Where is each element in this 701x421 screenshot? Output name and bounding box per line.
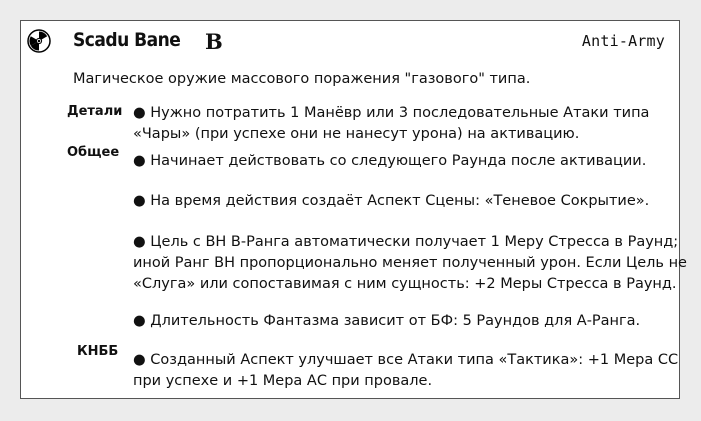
- bullet-tactics-bonus: [133, 350, 679, 392]
- bullet-line: ● Цель с ВН В-Ранга автоматически получает 1 Меру Стресса в Раунд;: [133, 234, 679, 250]
- bullet-line: «Чары» (при успехе они не нанесут урона) на активацию.: [133, 126, 580, 142]
- bullet-line: ● На время действия создаёт Аспект Сцены: «Теневое Сокрытие».: [133, 193, 650, 209]
- card-header: [21, 21, 679, 65]
- card-title: Scadu Bane: [73, 29, 181, 51]
- label-general: Общее: [67, 145, 120, 160]
- bullet-line: «Слуга» или сопоставимая с ним сущность: +2 Меры Стресса в Раунд.: [133, 276, 677, 292]
- bullet-line: ● Длительность Фантазма зависит от БФ: 5 Раундов для А-Ранга.: [133, 313, 641, 329]
- bullet-line: ● Начинает действовать со следующего Раунда после активации.: [133, 153, 647, 169]
- category-label: Anti-Army: [581, 32, 665, 50]
- bullet-duration: [133, 311, 673, 332]
- bullet-scene-aspect: [133, 191, 673, 212]
- label-knbb: КНББ: [77, 344, 119, 359]
- radiation-icon: [27, 29, 51, 53]
- bullet-start-timing: [133, 151, 673, 172]
- rank-badge: B: [205, 29, 223, 54]
- bullet-line: ● Созданный Аспект улучшает все Атаки типа «Тактика»: +1 Мера СС: [133, 352, 679, 368]
- bullet-line: иной Ранг ВН пропорционально меняет полученный урон. Если Цель не: [133, 255, 687, 271]
- bullet-stress-damage: [133, 232, 687, 295]
- noble-phantasm-card: [20, 20, 687, 399]
- bullet-line: ● Нужно потратить 1 Манёвр или 3 последовательные Атаки типа: [133, 105, 650, 121]
- card-subtitle: Магическое оружие массового поражения "газового" типа.: [73, 71, 531, 87]
- bullet-activation-cost: [133, 103, 673, 145]
- bullet-line: при успехе и +1 Мера АС при провале.: [133, 373, 433, 389]
- label-details: Детали: [67, 104, 123, 119]
